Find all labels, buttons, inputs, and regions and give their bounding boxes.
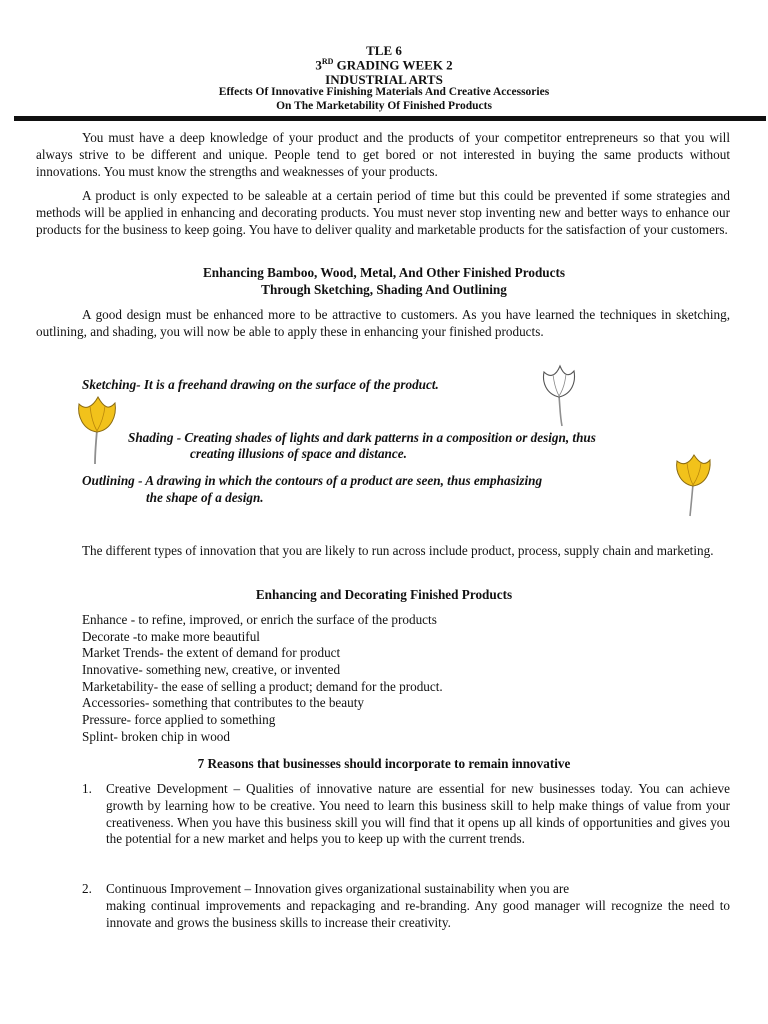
term-shading-line1: Shading - Creating shades of lights and dark patterns in a composition or design, thus <box>128 430 596 445</box>
definition-item: Innovative- something new, creative, or invented <box>82 662 341 677</box>
reason-item-2-rest: making continual improvements and repackaging and re-branding. Any good manager will recognize the need to innovate and grows the business skills to increase their creativity. <box>106 898 730 930</box>
definition-item: Splint- broken chip in wood <box>82 729 230 744</box>
definition-item: Accessories- something that contributes to the beauty <box>82 695 364 710</box>
term-sketching: Sketching- It is a freehand drawing on the surface of the product. <box>82 377 439 392</box>
term-outlining-line1: Outlining - A drawing in which the contours of a product are seen, thus emphasizing <box>82 473 543 488</box>
definition-item: Pressure- force applied to something <box>82 712 276 727</box>
list-number: 2. <box>82 881 92 896</box>
term-shading-line2: creating illusions of space and distance. <box>190 446 407 461</box>
intro-paragraph-1: You must have a deep knowledge of your product and the products of your competitor entrepreneurs so that you will always strive to be different and unique. People tend to get bored or not interested in buying the same products without innovations. You must know the strengths and weaknesses of your products. <box>36 130 730 179</box>
grading-rest: GRADING WEEK 2 <box>333 57 453 73</box>
grading-number: 3 <box>315 57 322 73</box>
reason-item-1: Creative Development – Qualities of innovative nature are essential for new businesses today. You can achieve growth by learning how to be creative. You need to learn this business skill to help make things of value from your creativeness. When you have this business skill you will find that it opens up all kinds of opportunities and gives you the potential for a new market and helps you to keep up with the current trends. <box>106 781 730 847</box>
list-number: 1. <box>82 781 92 796</box>
doc-title-line2: On The Marketability Of Finished Products <box>276 100 492 112</box>
definition-item: Marketability- the ease of selling a product; demand for the product. <box>82 679 443 694</box>
grading-superscript: RD <box>321 57 334 66</box>
section1-heading-line1: Enhancing Bamboo, Wood, Metal, And Other Finished Products <box>203 265 565 280</box>
definition-item: Market Trends- the extent of demand for product <box>82 645 341 660</box>
tulip-yellow-icon <box>74 394 120 466</box>
definition-item: Decorate -to make more beautiful <box>82 629 260 644</box>
tulip-sketch-icon <box>536 362 582 428</box>
doc-subject: TLE 6 <box>366 43 402 58</box>
tulip-yellow-icon <box>673 452 715 518</box>
reason-item-2-line1: Continuous Improvement – Innovation gives organizational sustainability when you are <box>106 881 570 896</box>
header-divider <box>14 116 766 121</box>
section1-paragraph: A good design must be enhanced more to be attractive to customers. As you have learned the techniques in sketching, outlining, and shading, you will now be able to apply these in enhancing your finished products. <box>36 307 730 339</box>
term-outlining-line2: the shape of a design. <box>146 490 264 505</box>
section2-heading: Enhancing and Decorating Finished Products <box>255 587 513 602</box>
doc-strand: INDUSTRIAL ARTS <box>325 72 443 87</box>
definition-item: Enhance - to refine, improved, or enrich the surface of the products <box>82 612 437 627</box>
section1-heading-line2: Through Sketching, Shading And Outlining <box>261 282 507 297</box>
intro-paragraph-2: A product is only expected to be saleable at a certain period of time but this could be prevented if some strategies and methods will be applied in enhancing and decorating products. You must never stop inventing new and better ways to enhance our products for the business to keep going. You have to deliver quality and marketable products for the satisfaction of your customers. <box>36 188 730 237</box>
innovation-paragraph: The different types of innovation that you are likely to run across include product, process, supply chain and marketing. <box>82 543 714 558</box>
doc-grading-week <box>0 57 768 73</box>
section3-heading: 7 Reasons that businesses should incorporate to remain innovative <box>197 756 571 771</box>
doc-title-line1: Effects Of Innovative Finishing Materials And Creative Accessories <box>218 86 550 98</box>
